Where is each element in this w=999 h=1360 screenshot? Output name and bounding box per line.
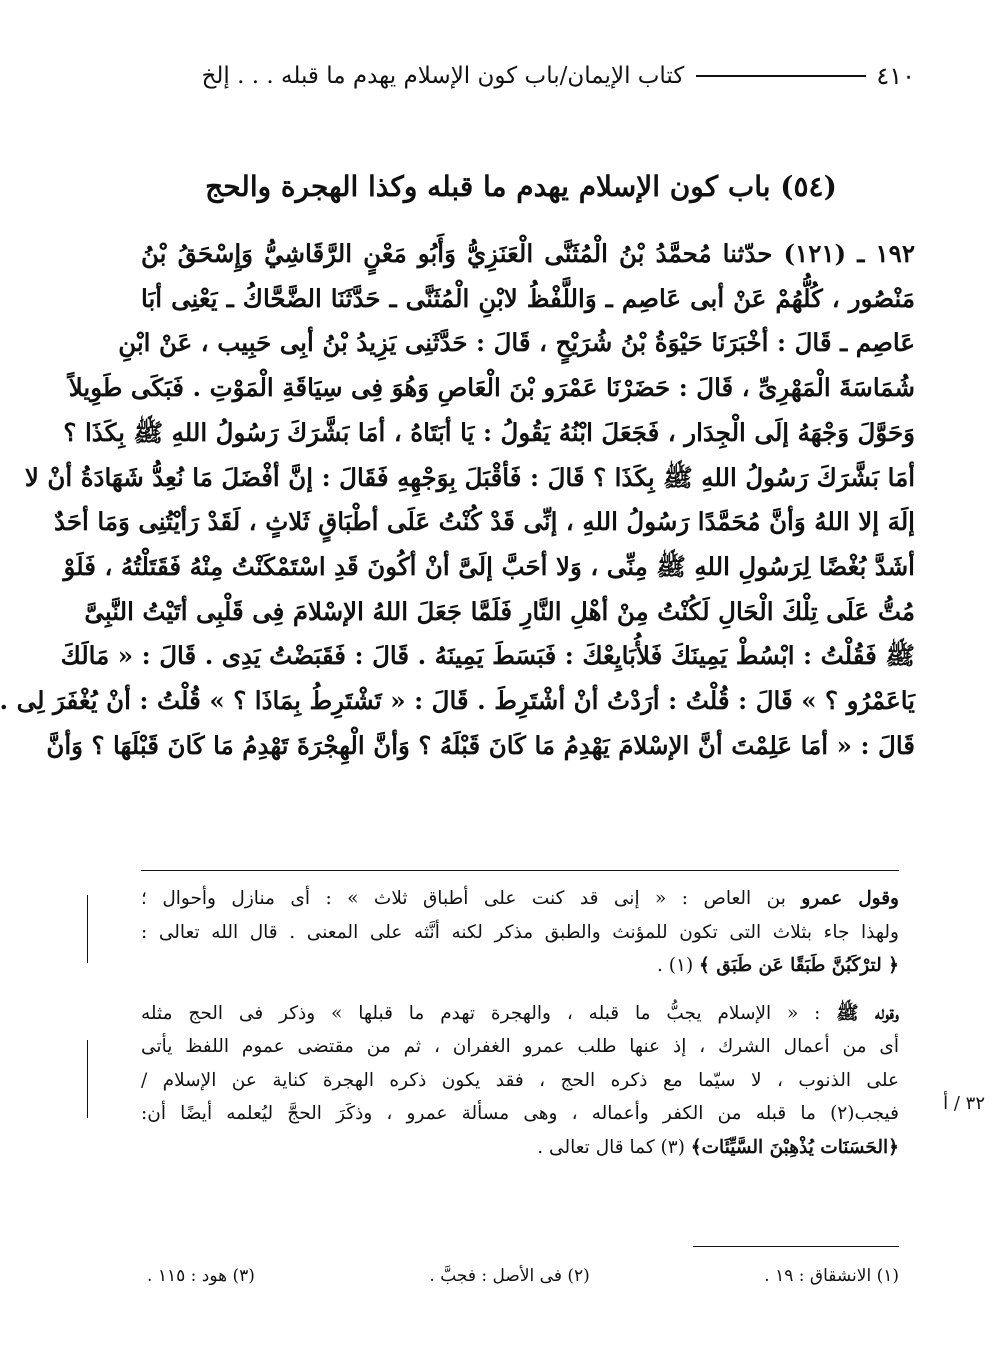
footnote: (١) الانشقاق : ١٩ . xyxy=(764,1266,899,1286)
verse-reference: (١) . xyxy=(657,955,700,976)
verse-reference: (٣) كما قال تعالى . xyxy=(537,1136,691,1158)
hadith-line: ١٩٢ ـ (١٢١) حدّثنا مُحمَّدُ بْنُ الْمُثَنَّى الْعَنَزِيُّ وَأَبُو مَعْنٍ الرَّقَاشِيُّ وَإِسْحَقُ بْنُ xyxy=(141,239,915,268)
text-commentary-divider xyxy=(141,870,899,871)
page-number: ٤١٠ xyxy=(876,62,915,90)
hadith-line: مُتُّ عَلَى تِلْكَ الْحَالِ لَكُنْتُ مِنْ أهْلِ النَّارِ فَلَمَّا جَعَلَ اللهُ الإسْلامَ فِى قَلْبِى أتَيْتُ النَّبِىَّ xyxy=(84,596,915,626)
running-header xyxy=(127,58,915,94)
commentary-lead: وقوله ﷺ xyxy=(836,1002,899,1024)
commentary-line: على الذنوب ، لا سيّما مع ذكره الحج ، فقد يكون ذكره الهجرة كناية عن الإسلام / xyxy=(141,1069,899,1091)
commentary-paragraph xyxy=(141,997,899,1165)
hadith-line: عَاصِم ـ قَالَ : أخْبَرَنَا حَيْوَةُ بْنُ شُرَيْحٍ ، قَالَ : حَدَّثَنِى يَزِيدُ بْنُ أبِى حَبِيب ، عَنْ ابْنِ xyxy=(118,328,915,358)
hadith-line: مَنْصُور ، كُلُّهُمْ عَنْ أبى عَاصِم ـ وَاللَّفْظُ لابْنِ الْمُثَنَّى ـ حَدَّثَنَا الضَّحَّاكُ ـ يَعْنِى أبَا xyxy=(141,283,915,313)
commentary-paragraph xyxy=(141,882,899,983)
commentary-line: ولهذا جاء بثلاث التى تكون للمؤنث والطبق مذكر لكنه أنَّثه على المعنى . قال الله تعالى : xyxy=(141,921,899,943)
hadith-line: شُمَاسَةَ الْمَهْرِىِّ ، قَالَ : حَضَرْنَا عَمْرَو بْنَ الْعَاصِ وَهُوَ فِى سِيَاقَةِ الْمَوْتِ . فَبَكَى طَوِيلاً xyxy=(68,373,915,403)
hadith-line: أشَدَّ بُغْضًا لِرَسُولِ اللهِ ﷺ مِنِّى ، وَلا أحَبَّ إلَىَّ أنْ أكُونَ قَدِ اسْتَمْكَنْتُ مِنْهُ فَقَتَلْتُهُ ، فَلَوْ xyxy=(63,551,915,581)
commentary-line xyxy=(141,949,899,983)
footnote: (٢) فى الأصل : فجبَّ . xyxy=(429,1266,590,1286)
hadith-line: قَالَ : « أمَا عَلِمْتَ أنَّ الإسْلامَ يَهْدِمُ مَا كَانَ قَبْلَهُ ؟ وَأنَّ الْهِجْرَةَ تَهْدِمُ مَا كَانَ قَبْلَهَا ؟ وَأنَّ xyxy=(46,730,915,760)
commentary-text: بن العاص : « إنى قد كنت على أطباق ثلاث » : أى منازل وأحوال ؛ xyxy=(141,888,802,909)
commentary-line xyxy=(141,997,899,1031)
manuscript-folio-reference: ٣٢ / أ xyxy=(943,1093,985,1114)
hadith-line: إلَهَ إلا اللهُ وَأنَّ مُحَمَّدًا رَسُولُ اللهِ ، إنِّى قَدْ كُنْتُ عَلَى أطْبَاقٍ ثَلاثٍ ، لَقَدْ رَأيْتُنِى وَمَا أحَدٌ xyxy=(54,507,915,537)
hadith-line: أمَا بَشَّرَكَ رَسُولُ اللهِ ﷺ بِكَذَا ؟ قَالَ : فَأقْبَلَ بِوَجْهِهِ فَقَالَ : إنَّ أفْضَلَ مَا نُعِدُّ شَهَادَةُ أنْ لا xyxy=(24,462,915,492)
footnote: (٣) هود : ١١٥ . xyxy=(147,1266,255,1286)
commentary-line xyxy=(141,1131,899,1165)
quran-verse: ﴿الحَسَنَات يُذْهِبْنَ السَّيِّئَات﴾ xyxy=(690,1136,899,1158)
commentary-text: : « الإسلام يجبُّ ما قبله ، والهجرة تهدم ما قبلها » وذكر فى الحج مثله xyxy=(141,1002,837,1024)
hadith-line: وَحَوَّلَ وَجْهَهُ إلَى الْجِدَار ، فَجَعَلَ ابْنُهُ يَقُولُ : يَا أبَتَاهُ ، أمَا بَشَّرَكَ رَسُولُ اللهِ ﷺ بِكَذَا ؟ xyxy=(63,417,915,447)
running-title: كتاب الإيمان/باب كون الإسلام يهدم ما قبله . . . إلخ xyxy=(201,63,685,89)
commentary-line xyxy=(141,882,899,916)
commentary-lead: وقول عمرو xyxy=(801,888,899,909)
commentary-line: فيجب(٢) ما قبله من الكفر وأعماله ، وهى مسألة عمرو ، وذكَرَ الحجَّ ليُعلمه أيضًا أن: xyxy=(141,1103,899,1124)
hadith-text xyxy=(0,232,915,768)
chapter-heading: (٥٤) باب كون الإسلام يهدم ما قبله وكذا الهجرة والحج xyxy=(205,170,837,203)
quran-verse: ﴿ لترْكَبُنَّ طَبَقًا عَن طَبَق ﴾ xyxy=(699,955,899,976)
margin-scan-line xyxy=(87,895,88,963)
footnotes xyxy=(147,1266,899,1286)
hadith-line: يَاعَمْرُو ؟ » قَالَ : قُلْتُ : أرَدْتُ أنْ أشْتَرِطَ . قَالَ : « تَشْتَرِطُ بِمَاذَا ؟ » قُلْتُ : أنْ يُغْفَرَ لِى . xyxy=(0,686,915,716)
commentary-line: أى من أعمال الشرك ، إذ عنها طلب عمرو الغفران ، ثم من مقتضى عموم اللفظ يأتى xyxy=(141,1036,899,1057)
header-rule xyxy=(696,75,866,77)
hadith-line: ﷺ فَقُلْتُ : ابْسُطْ يَمِينَكَ فَلأُبَايِعْكَ : فَبَسَطَ يَمِينَهُ . قَالَ : فَقَبَضْتُ يَدِى . قَالَ : « مَالَكَ xyxy=(60,641,915,671)
footnote-divider xyxy=(693,1246,899,1247)
commentary xyxy=(141,882,899,1164)
margin-scan-line xyxy=(87,1040,88,1118)
